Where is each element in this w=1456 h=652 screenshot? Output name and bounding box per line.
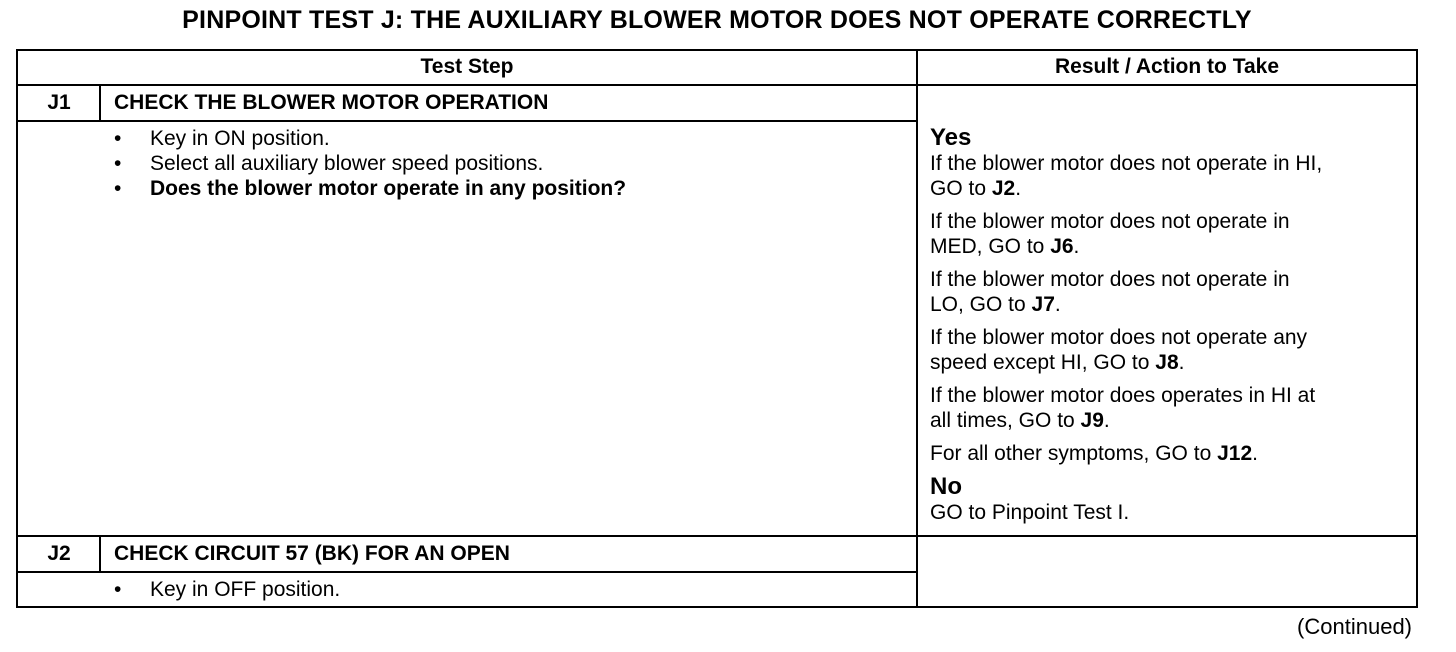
header-result: Result / Action to Take: [1054, 55, 1280, 78]
j1-bullet-1: Key in ON position.: [150, 127, 330, 150]
column-divider: [916, 49, 918, 608]
yes-item: If the blower motor does not operate in HI, GO to J2.: [930, 152, 1323, 200]
bullet-icon: •: [114, 578, 122, 601]
bullet-icon: •: [114, 177, 122, 200]
yes-item: If the blower motor does not operate in MED, GO to J6.: [930, 210, 1290, 258]
header-test-step: Test Step: [420, 55, 514, 78]
page-title: PINPOINT TEST J: THE AUXILIARY BLOWER MOTOR DOES NOT OPERATE CORRECTLY: [182, 6, 1252, 34]
yes-item: For all other symptoms, GO to J12.: [930, 442, 1258, 465]
j1-row-divider: [16, 535, 1418, 537]
j2-bullet-1: Key in OFF position.: [150, 578, 341, 601]
j1-result: [930, 125, 1416, 525]
j1-bullet-3: Does the blower motor operate in any position?: [150, 177, 627, 200]
step-heading-j2: CHECK CIRCUIT 57 (BK) FOR AN OPEN: [114, 542, 510, 565]
no-label: No: [930, 473, 962, 500]
j2-heading-divider: [16, 571, 918, 573]
yes-item: If the blower motor does operates in HI at all times, GO to J9.: [930, 384, 1316, 432]
yes-label: Yes: [930, 124, 972, 151]
step-id-j2: J2: [47, 542, 71, 565]
bullet-icon: •: [114, 152, 122, 175]
step-heading-j1: CHECK THE BLOWER MOTOR OPERATION: [114, 91, 549, 114]
j1-bullet-2: Select all auxiliary blower speed positions.: [150, 152, 544, 175]
j1-heading-divider: [16, 120, 918, 122]
no-text: GO to Pinpoint Test I.: [930, 501, 1130, 524]
header-divider: [16, 84, 1418, 86]
yes-item: If the blower motor does not operate any speed except HI, GO to J8.: [930, 326, 1308, 374]
bullet-icon: •: [114, 127, 122, 150]
step-id-j1: J1: [47, 91, 71, 114]
yes-item: If the blower motor does not operate in LO, GO to J7.: [930, 268, 1290, 316]
continued-label: (Continued): [1297, 614, 1412, 639]
